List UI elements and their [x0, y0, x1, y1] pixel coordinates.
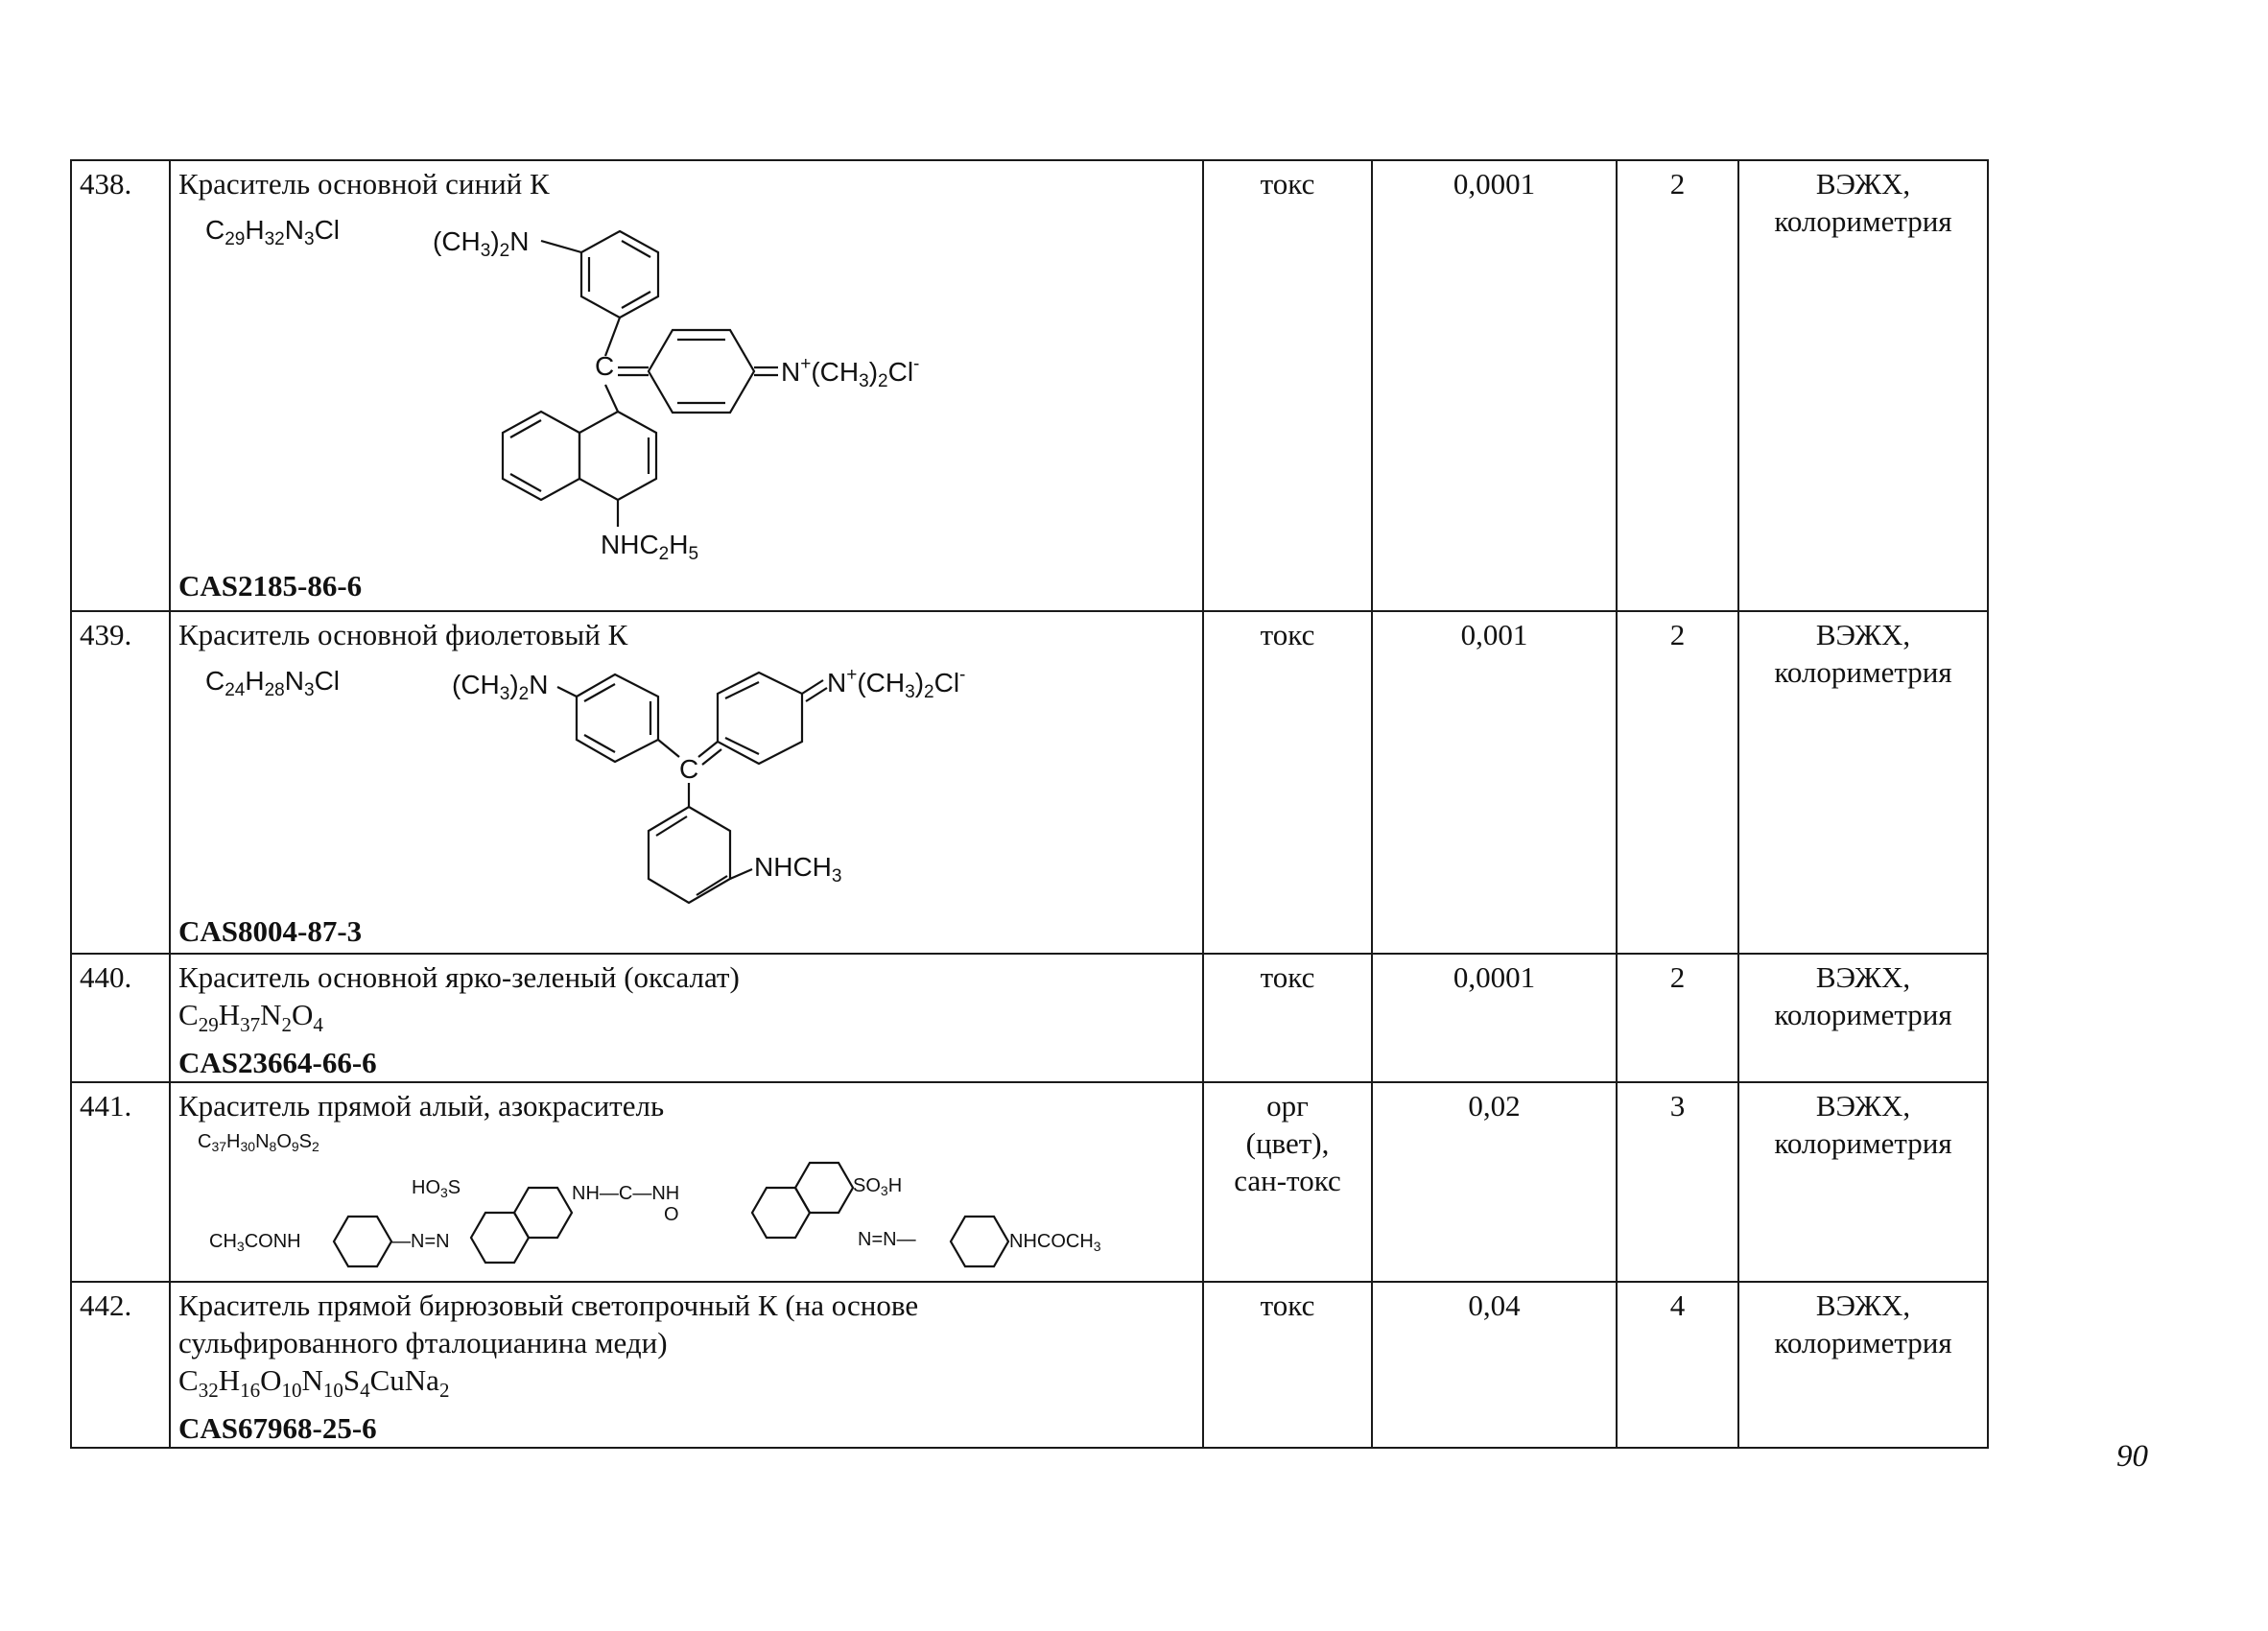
- hazard-class: 2: [1617, 611, 1738, 954]
- methylamino-label: $NHCH_3$: [754, 852, 842, 886]
- hazard-feature-cell: [1203, 1082, 1372, 1282]
- formula-label: $C_{29}H_{32}N_3Cl$: [205, 215, 341, 249]
- central-carbon-label: C: [679, 754, 699, 784]
- hazard-class: 3: [1617, 1082, 1738, 1282]
- substance-cell: [170, 1282, 1203, 1448]
- method-line: ВЭЖХ,: [1815, 1288, 1911, 1323]
- substance-name: Краситель прямой бирюзовый светопрочный К (на основе: [178, 1288, 919, 1323]
- hazard-class: 4: [1617, 1282, 1738, 1448]
- feature-line: (цвет),: [1245, 1126, 1330, 1161]
- method-line: ВЭЖХ,: [1815, 167, 1911, 201]
- central-carbon-label: C: [595, 351, 615, 381]
- carbonyl-oxygen-label: O: [664, 1204, 679, 1226]
- formula-label: $C_{24}H_{28}N_3Cl$: [205, 666, 341, 700]
- feature-line: сан-токс: [1234, 1164, 1341, 1198]
- hazard-class: 2: [1617, 954, 1738, 1082]
- sulfo-label-left: $HO_3S$: [412, 1177, 461, 1201]
- method-cell: [1738, 611, 1988, 954]
- cas-number: CAS8004-87-3: [178, 914, 363, 948]
- row-number: 441.: [71, 1082, 170, 1282]
- substance-name: сульфированного фталоцианина меди): [178, 1326, 668, 1360]
- hazard-class: 2: [1617, 160, 1738, 611]
- limit-value: 0,0001: [1372, 954, 1617, 1082]
- hazard-feature: токс: [1203, 1282, 1372, 1448]
- method-cell: [1738, 954, 1988, 1082]
- method-line: колориметрия: [1774, 204, 1952, 238]
- table-row: [71, 160, 1988, 611]
- method-line: колориметрия: [1774, 1326, 1952, 1360]
- substance-name: Краситель прямой алый, азокраситель: [178, 1089, 665, 1123]
- method-line: ВЭЖХ,: [1815, 960, 1911, 994]
- iminium-label: $N^+(CH_3)_2Cl^-$: [827, 665, 966, 702]
- structure-diagram-441: [178, 1124, 1176, 1276]
- substances-table: [70, 159, 1989, 1449]
- hazard-feature: токс: [1203, 611, 1372, 954]
- azo-label-left: —N=N: [391, 1231, 450, 1253]
- limit-value: 0,02: [1372, 1082, 1617, 1282]
- substance-cell: [170, 1082, 1203, 1282]
- substance-name: Краситель основной ярко-зеленый (оксалат): [178, 960, 740, 994]
- iminium-label: $N^+(CH_3)_2Cl^-$: [781, 354, 920, 391]
- structure-diagram-438: [178, 202, 1176, 567]
- cas-number: CAS23664-66-6: [178, 1046, 377, 1080]
- formula-label: $C_{32}H_{16}O_{10}N_{10}S_4CuNa_2$: [178, 1363, 450, 1403]
- acetylamino-label: $NHCOCH_3$: [1009, 1231, 1101, 1255]
- substance-name: Краситель основной синий К: [178, 167, 550, 201]
- method-line: колориметрия: [1774, 1126, 1952, 1161]
- table-row: [71, 954, 1988, 1082]
- row-number: 440.: [71, 954, 170, 1082]
- dimethylamino-label: $(CH_3)_2N$: [433, 226, 530, 261]
- azo-label-right: N=N—: [858, 1229, 916, 1251]
- hazard-feature: токс: [1203, 954, 1372, 1082]
- method-line: колориметрия: [1774, 655, 1952, 689]
- structure-diagram-439: [178, 653, 1176, 912]
- table-row: [71, 1082, 1988, 1282]
- limit-value: 0,0001: [1372, 160, 1617, 611]
- dimethylamino-label: $(CH_3)_2N$: [452, 670, 549, 704]
- cas-number: CAS2185-86-6: [178, 569, 363, 603]
- method-line: колориметрия: [1774, 998, 1952, 1031]
- method-line: ВЭЖХ,: [1815, 1089, 1911, 1123]
- method-cell: [1738, 160, 1988, 611]
- method-cell: [1738, 1082, 1988, 1282]
- feature-line: орг: [1266, 1089, 1309, 1123]
- acetamido-label: $CH_3CONH$: [209, 1231, 301, 1255]
- substance-cell: [170, 160, 1203, 611]
- substance-name: Краситель основной фиолетовый К: [178, 618, 628, 651]
- method-cell: [1738, 1282, 1988, 1448]
- row-number: 442.: [71, 1282, 170, 1448]
- limit-value: 0,04: [1372, 1282, 1617, 1448]
- method-line: ВЭЖХ,: [1815, 618, 1911, 651]
- limit-value: 0,001: [1372, 611, 1617, 954]
- formula-label: $C_{37}H_{30}N_8O_9S_2$: [198, 1131, 319, 1155]
- substance-cell: [170, 611, 1203, 954]
- page-number: 90: [2116, 1439, 2148, 1474]
- hazard-feature: токс: [1203, 160, 1372, 611]
- cas-number: CAS67968-25-6: [178, 1411, 377, 1446]
- row-number: 438.: [71, 160, 170, 611]
- formula-label: $C_{29}H_{37}N_2O_4$: [178, 998, 323, 1037]
- ethylamino-label: $NHC_2H_5$: [601, 530, 699, 564]
- urea-label: NH—C—NH: [572, 1183, 680, 1205]
- substance-cell: [170, 954, 1203, 1082]
- sulfo-label-right: $SO_3H$: [853, 1175, 903, 1199]
- table-row: [71, 1282, 1988, 1448]
- table-row: [71, 611, 1988, 954]
- row-number: 439.: [71, 611, 170, 954]
